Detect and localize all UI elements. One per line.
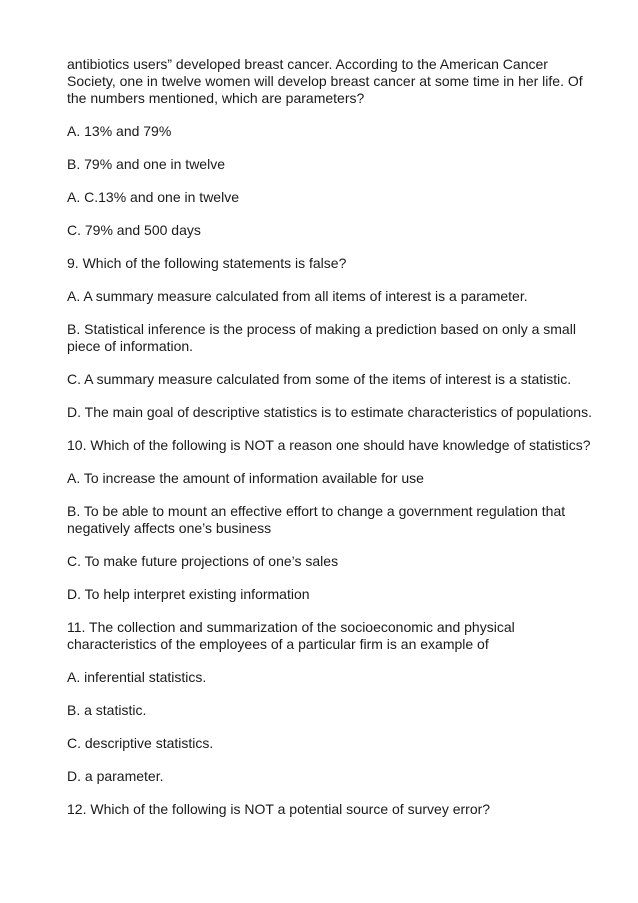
- question-9: 9. Which of the following statements is false?: [67, 255, 347, 271]
- option-line: C. A summary measure calculated from some of the items of interest is a statistic.: [67, 371, 572, 387]
- option-line: A. A summary measure calculated from all items of interest is a parameter.: [67, 288, 528, 304]
- paragraph-intro-question: antibiotics users” developed breast cancer. According to the American Cancer Society, one in twelve women will develop breast cancer at some time in her life. Of the numbers mentioned, which are parameters?: [67, 56, 583, 106]
- option-line: A. To increase the amount of information available for use: [67, 470, 424, 486]
- option-line: C. To make future projections of one’s sales: [67, 553, 339, 569]
- option-line: D. a parameter.: [67, 768, 164, 784]
- document-body: [67, 56, 597, 834]
- option-line: B. To be able to mount an effective effort to change a government regulation that negatively affects one’s business: [67, 503, 566, 536]
- option-line: D. The main goal of descriptive statistics is to estimate characteristics of populations.: [67, 404, 592, 420]
- option-line: A. 13% and 79%: [67, 123, 172, 139]
- option-line: C. 79% and 500 days: [67, 222, 201, 238]
- question-10: 10. Which of the following is NOT a reason one should have knowledge of statistics?: [67, 437, 591, 453]
- option-line: A. C.13% and one in twelve: [67, 189, 239, 205]
- option-line: B. Statistical inference is the process of making a prediction based on only a small piece of information.: [67, 321, 576, 354]
- option-line: A. inferential statistics.: [67, 669, 207, 685]
- option-line: D. To help interpret existing information: [67, 586, 310, 602]
- option-line: C. descriptive statistics.: [67, 735, 214, 751]
- option-line: B. 79% and one in twelve: [67, 156, 225, 172]
- option-line: B. a statistic.: [67, 702, 147, 718]
- question-11: 11. The collection and summarization of the socioeconomic and physical characteristics of the employees of a particular firm is an example of: [67, 619, 515, 652]
- question-12: 12. Which of the following is NOT a potential source of survey error?: [67, 801, 491, 817]
